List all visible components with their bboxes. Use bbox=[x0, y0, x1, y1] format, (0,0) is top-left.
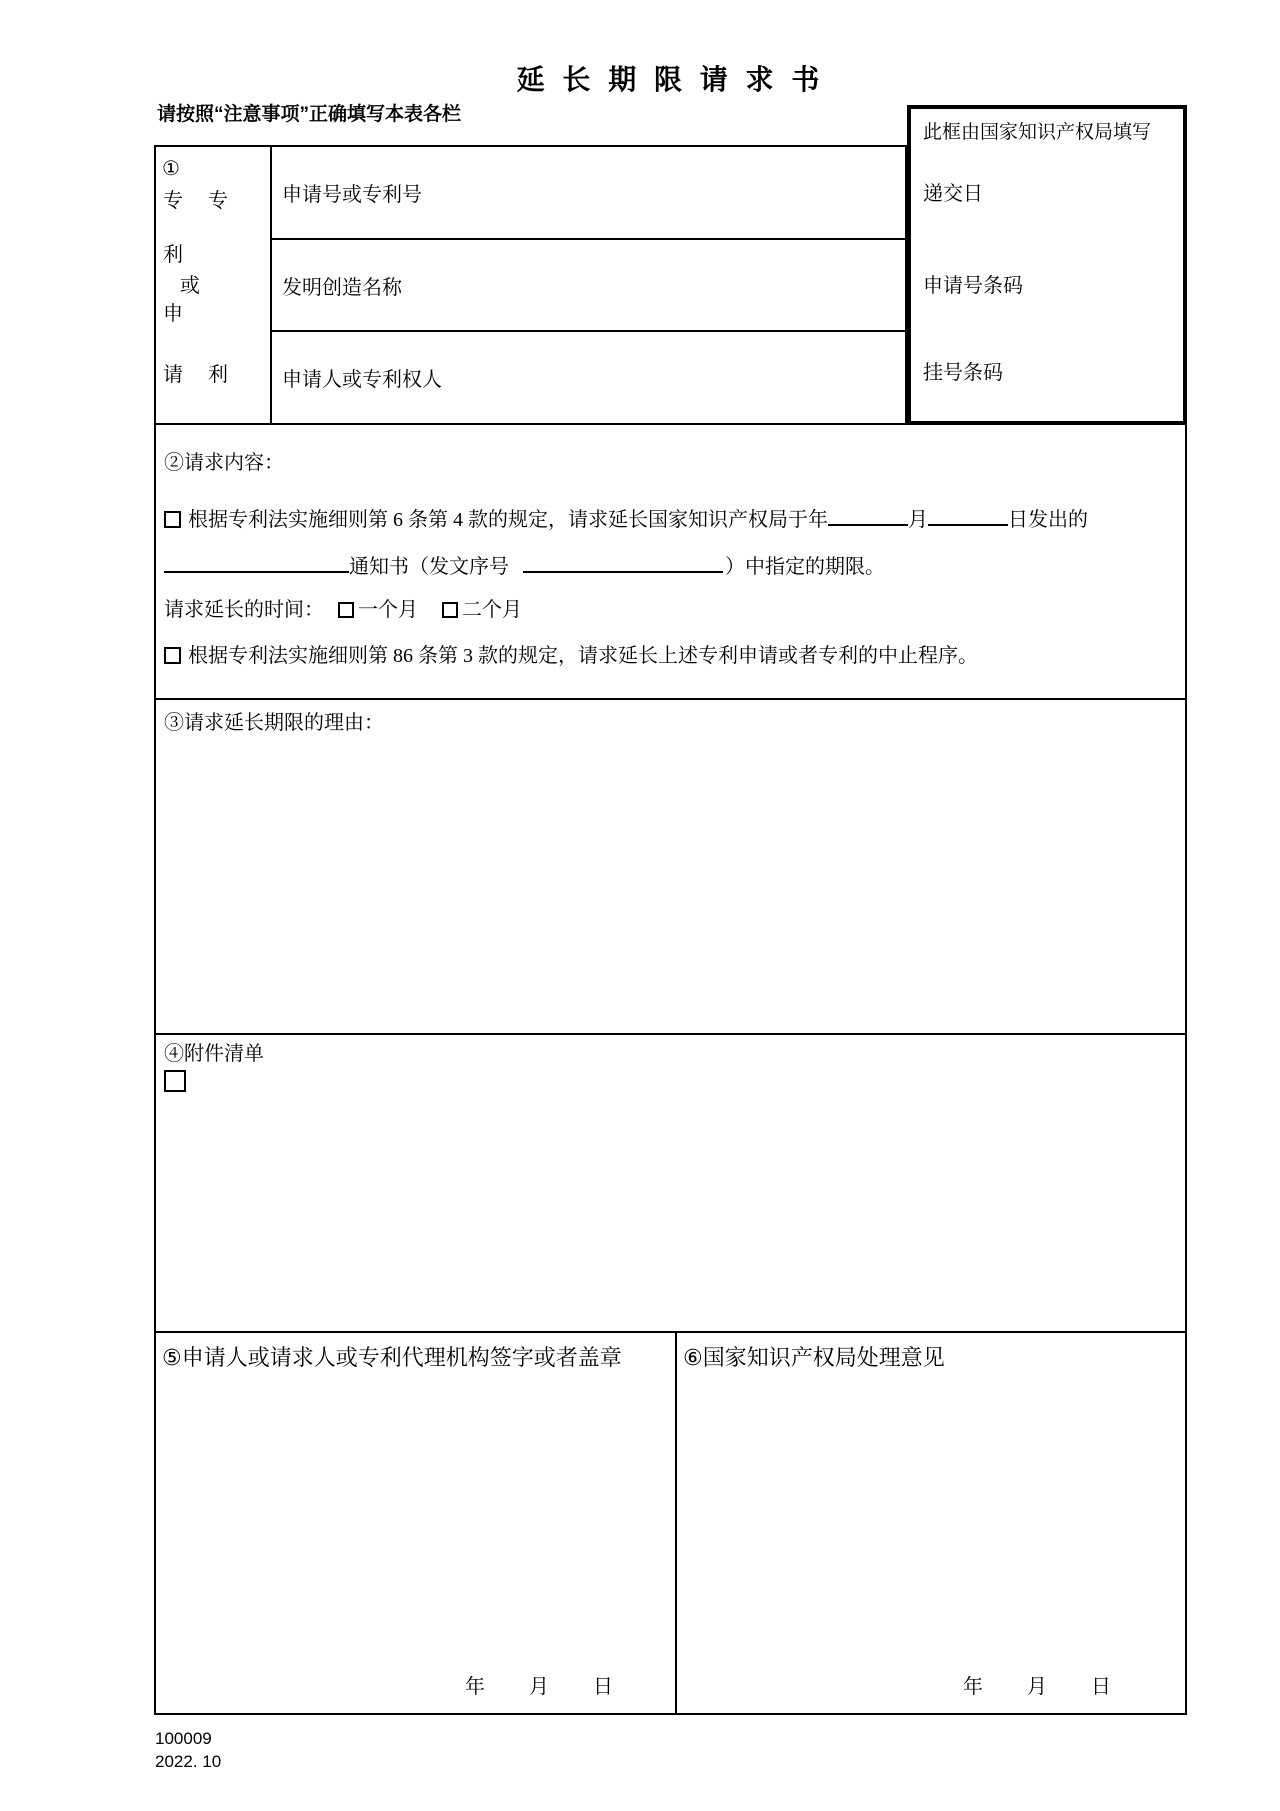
applicant-label: 申请人或专利权人 bbox=[282, 369, 442, 392]
form-version-date: 2022. 10 bbox=[155, 1752, 222, 1771]
section5-dateline: 年 月 日 bbox=[465, 1676, 625, 1698]
section3-reason bbox=[154, 700, 1187, 1035]
office-use-box bbox=[907, 105, 1187, 425]
vlabel-right-1: 专 bbox=[208, 190, 228, 212]
two-month-label: 二个月 bbox=[462, 599, 522, 621]
section6-heading: ⑥国家知识产权局处理意见 bbox=[683, 1345, 945, 1370]
rule6-extension-checkbox[interactable] bbox=[164, 511, 181, 528]
fill-instruction: 请按照“注意事项”正确填写本表各栏 bbox=[157, 104, 462, 125]
attachment-checkbox[interactable] bbox=[164, 1070, 186, 1092]
reason-input-area[interactable] bbox=[158, 744, 1183, 1031]
vlabel-left-4: 请 bbox=[163, 364, 183, 386]
duration-line bbox=[164, 597, 522, 623]
vlabel-left-1: 专 bbox=[163, 190, 183, 212]
signature-area[interactable] bbox=[158, 1377, 673, 1663]
notice-year-blank[interactable] bbox=[828, 504, 908, 526]
vlabel-right-2: 利 bbox=[208, 364, 228, 386]
duration-label: 请求延长的时间： bbox=[164, 599, 324, 621]
office-box-header: 此框由国家知识产权局填写 bbox=[923, 122, 1152, 143]
invention-title-field[interactable] bbox=[272, 240, 905, 333]
submit-date-label: 递交日 bbox=[923, 183, 983, 205]
section5-heading: ⑤申请人或请求人或专利代理机构签字或者盖章 bbox=[162, 1345, 622, 1370]
section3-heading: ③请求延长期限的理由： bbox=[164, 712, 384, 734]
attachment-list-area[interactable] bbox=[158, 1105, 1183, 1329]
vlabel-or: 或 bbox=[180, 275, 200, 297]
vlabel-left-3: 申 bbox=[163, 303, 183, 325]
rule6-text-month: 月 bbox=[908, 509, 928, 531]
section1-number: ① bbox=[162, 158, 180, 180]
rule86-suspension-line bbox=[164, 643, 978, 669]
one-month-label: 一个月 bbox=[358, 599, 418, 621]
rule86-suspension-checkbox[interactable] bbox=[164, 647, 181, 664]
section1-table bbox=[154, 145, 907, 425]
rule86-text: 根据专利法实施细则第 86 条第 3 款的规定，请求延长上述专利申请或者专利的中止程序。 bbox=[188, 645, 978, 667]
form-code: 100009 bbox=[155, 1729, 212, 1748]
two-month-checkbox[interactable] bbox=[442, 602, 458, 618]
invention-title-label: 发明创造名称 bbox=[282, 276, 402, 299]
application-number-barcode-label: 申请号条码 bbox=[923, 275, 1023, 297]
notice-month-blank[interactable] bbox=[928, 504, 1008, 526]
vlabel-left-2: 利 bbox=[163, 244, 183, 266]
section4-heading: ④附件清单 bbox=[164, 1043, 264, 1065]
form-title: 延 长 期 限 请 求 书 bbox=[516, 64, 825, 95]
section1-fields bbox=[272, 147, 905, 423]
application-number-field[interactable] bbox=[272, 147, 905, 240]
section4-attachments bbox=[154, 1035, 1187, 1333]
rule6-extension-line bbox=[164, 504, 1088, 533]
section5-6-row bbox=[154, 1333, 1187, 1715]
one-month-checkbox[interactable] bbox=[338, 602, 354, 618]
section5-signature-cell bbox=[156, 1333, 677, 1713]
notice-text: 通知书（发文序号 bbox=[349, 556, 509, 578]
form-footer bbox=[155, 1727, 221, 1773]
notice-name-blank[interactable] bbox=[164, 551, 349, 573]
section1-vertical-label bbox=[156, 147, 272, 423]
attachment-checkbox-wrap bbox=[164, 1070, 186, 1095]
dispatch-number-blank[interactable] bbox=[523, 551, 723, 573]
mail-number-barcode-label: 挂号条码 bbox=[923, 362, 1003, 384]
rule6-text-1: 根据专利法实施细则第 6 条第 4 款的规定，请求延长国家知识产权局于年 bbox=[188, 509, 828, 531]
section2-heading: ②请求内容： bbox=[164, 452, 284, 474]
section2-request-content bbox=[154, 425, 1187, 700]
office-opinion-area[interactable] bbox=[679, 1377, 1183, 1663]
applicant-field[interactable] bbox=[272, 332, 905, 423]
section6-dateline: 年 月 日 bbox=[963, 1676, 1123, 1698]
notice-detail-line bbox=[164, 551, 885, 580]
section6-office-opinion-cell bbox=[677, 1333, 1185, 1713]
notice-text-end: ）中指定的期限。 bbox=[725, 556, 885, 578]
rule6-text-3: 日发出的 bbox=[1008, 509, 1088, 531]
application-number-label: 申请号或专利号 bbox=[282, 183, 422, 206]
